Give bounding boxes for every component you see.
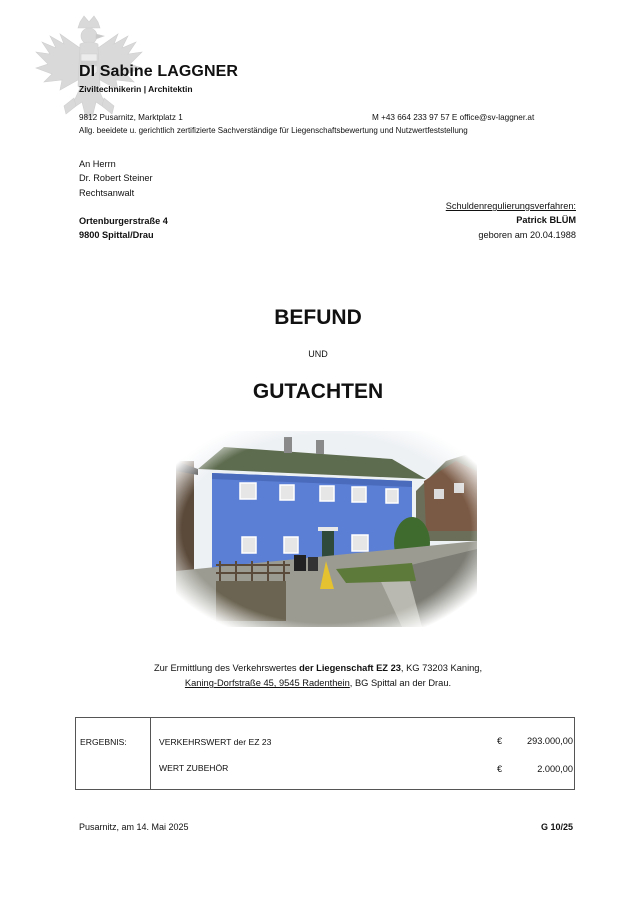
recipient-name: Dr. Robert Steiner (79, 173, 153, 184)
proceedings-birthdate: geboren am 20.04.1988 (478, 229, 576, 240)
result-row1-value: 293.000,00 (527, 736, 573, 746)
author-contact: M +43 664 233 97 57 E office@sv-laggner.at (372, 113, 535, 122)
recipient-city: 9800 Spittal/Drau (79, 230, 154, 241)
result-row2-label: WERT ZUBEHÖR (159, 763, 229, 773)
author-address: 9812 Pusarnitz, Marktplatz 1 (79, 113, 183, 122)
author-subtitle: Ziviltechnikerin | Architektin (79, 84, 193, 94)
document-title-befund: BEFUND (274, 306, 362, 329)
reference-number: G 10/25 (540, 822, 573, 832)
proceedings-person: Patrick BLÜM (516, 215, 576, 226)
intro-court: , BG Spittal an der Drau. (349, 678, 452, 688)
proceedings-info (446, 199, 576, 242)
author-certification: Allg. beeidete u. gerichtlich zertifizierte Sachverständige für Liegenschaftsbewertung und Nutzwertfeststellung (79, 126, 468, 135)
recipient-street: Ortenburgerstraße 4 (79, 215, 168, 226)
intro-property: der Liegenschaft EZ 23 (299, 663, 401, 673)
house-photo (176, 431, 477, 627)
document-title-und: UND (308, 349, 328, 359)
document-title-gutachten: GUTACHTEN (252, 380, 384, 403)
valuation-purpose (0, 661, 636, 691)
proceedings-title: Schuldenregulierungsverfahren: (445, 201, 576, 211)
result-label: ERGEBNIS: (80, 737, 127, 747)
result-row2-currency: € (497, 764, 503, 774)
intro-address: Kaning-Dorfstraße 45, 9545 Radenthein (184, 678, 350, 688)
intro-text-1: Zur Ermittlung des Verkehrswertes (153, 663, 300, 673)
recipient-salutation: An Herrn (79, 159, 116, 169)
recipient-title: Rechtsanwalt (79, 187, 135, 198)
result-table-divider (150, 717, 151, 790)
author-name: DI Sabine LAGGNER (79, 63, 239, 80)
place-and-date: Pusarnitz, am 14. Mai 2025 (79, 822, 189, 832)
recipient-address (79, 157, 168, 242)
result-row2-value: 2.000,00 (537, 764, 573, 774)
result-row1-currency: € (497, 736, 503, 746)
result-row1-label: VERKEHRSWERT der EZ 23 (159, 737, 272, 747)
intro-text-2: , KG 73203 Kaning, (400, 663, 483, 673)
